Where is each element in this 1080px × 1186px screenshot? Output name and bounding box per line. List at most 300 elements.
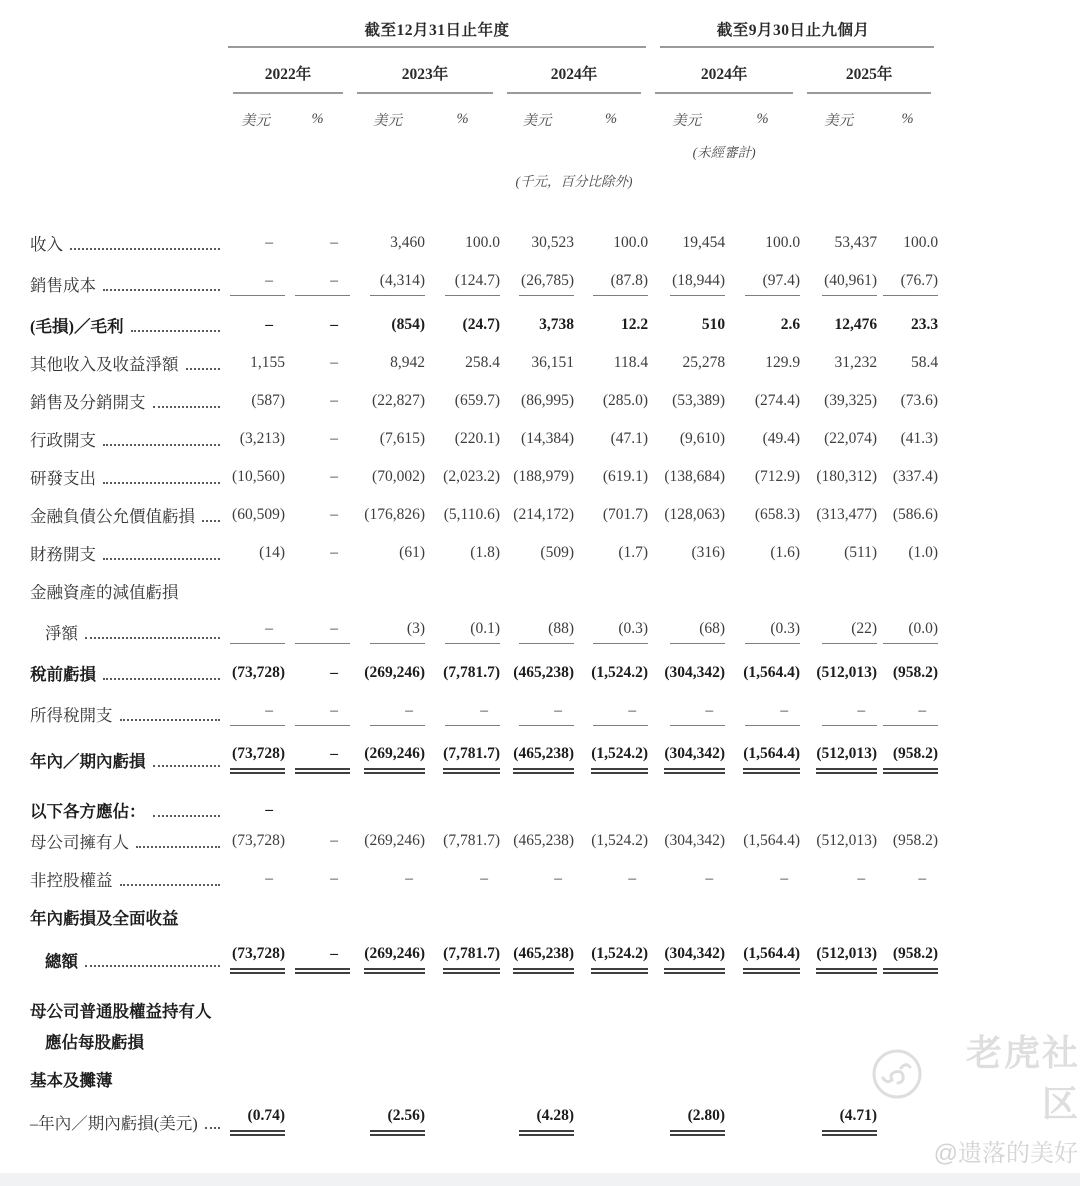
row-label: 母公司普通股權益持有人 (30, 1002, 212, 1021)
value-cell: (701.7) (602, 506, 649, 523)
value-cell (725, 898, 800, 936)
value-cell: (4,314) (350, 262, 425, 306)
value-cell: 8,942 (390, 354, 425, 371)
value-cell: (0.3) (725, 610, 800, 654)
table-row (30, 654, 938, 692)
value-cell: (659.7) (454, 392, 500, 409)
row-label: 總額 (30, 936, 226, 983)
dot-leader (153, 765, 221, 767)
value-cell: – (285, 610, 350, 654)
dot-leader (85, 965, 220, 967)
row-label: 所得稅開支 (30, 692, 226, 736)
dot-leader (70, 248, 220, 250)
value-cell: (86,995) (521, 392, 574, 409)
value-cell: (7,781.7) (443, 664, 500, 681)
value-cell (425, 783, 500, 822)
value-cell: (304,342) (648, 936, 725, 983)
value-cell (285, 898, 350, 936)
value-cell (800, 898, 877, 936)
value-cell (500, 572, 574, 610)
value-cell (725, 1022, 800, 1060)
dot-leader (103, 558, 220, 560)
value-cell: 258.4 (465, 354, 500, 371)
table-row (30, 983, 938, 1022)
value-cell: – (780, 870, 789, 887)
value-cell: (958.2) (892, 664, 939, 681)
value-cell: (60,509) (232, 506, 285, 523)
row-label: 行政開支 (30, 420, 226, 458)
value-cell: (214,172) (513, 506, 574, 523)
value-cell: 100.0 (765, 234, 801, 251)
value-cell: (712.9) (754, 468, 801, 485)
row-label: –年內／期內虧損(美元) (30, 1098, 226, 1145)
value-cell: (61) (399, 544, 425, 561)
value-cell: (1,524.2) (591, 664, 649, 681)
value-cell: – (330, 354, 338, 371)
value-cell: – (918, 870, 927, 887)
value-cell: (316) (691, 544, 726, 561)
value-cell: – (725, 692, 800, 736)
value-cell: (9,610) (679, 430, 726, 447)
value-cell (725, 1098, 800, 1145)
table-row (30, 1098, 938, 1145)
unaudited-note-row (30, 136, 938, 166)
value-cell: 510 (701, 316, 726, 333)
value-cell: (7,781.7) (425, 936, 500, 983)
value-cell: – (265, 234, 273, 251)
annual-rule (228, 46, 646, 48)
year-header-row (30, 56, 938, 90)
row-label: 淨額 (30, 610, 226, 654)
value-cell (425, 1060, 500, 1098)
value-cell: (269,246) (364, 832, 425, 849)
value-cell: (14) (259, 544, 285, 561)
value-cell: (180,312) (816, 468, 878, 485)
value-cell: – (285, 262, 350, 306)
value-cell: (465,238) (500, 736, 574, 783)
table-row (30, 898, 938, 936)
value-cell: 30,523 (531, 234, 574, 251)
value-cell: (18,944) (648, 262, 725, 306)
unaudited-note: (未經審計) (692, 145, 756, 160)
table-row (30, 860, 938, 898)
value-cell (648, 1060, 725, 1098)
value-cell: (2.80) (648, 1098, 725, 1145)
income-statement-table (30, 14, 938, 1145)
row-label: 財務開支 (30, 534, 226, 572)
dot-leader (85, 637, 220, 639)
table-row (30, 936, 938, 983)
value-cell: (188,979) (513, 468, 574, 485)
currency-header-row (30, 102, 938, 136)
value-cell: (1,564.4) (743, 832, 801, 849)
value-cell: – (877, 692, 938, 736)
pct-column-header: % (756, 110, 769, 127)
value-cell: (512,013) (816, 832, 878, 849)
value-cell: 23.3 (910, 316, 939, 333)
year-rule (807, 92, 931, 94)
dot-leader (136, 846, 220, 848)
value-cell: – (265, 316, 273, 333)
table-row (30, 224, 938, 262)
value-cell (500, 898, 574, 936)
value-cell (725, 983, 800, 1022)
value-cell (285, 1060, 350, 1098)
value-cell (425, 572, 500, 610)
value-cell: – (285, 736, 350, 783)
value-cell: – (226, 610, 285, 654)
value-cell (350, 783, 425, 822)
value-cell: 1,155 (250, 354, 285, 371)
value-cell: (22,074) (824, 430, 878, 447)
value-cell: (2,023.2) (443, 468, 500, 485)
value-cell: (511) (844, 544, 878, 561)
value-cell: (73.6) (900, 392, 939, 409)
value-cell: (304,342) (648, 736, 725, 783)
value-cell: (68) (648, 610, 725, 654)
value-cell: (220.1) (454, 430, 500, 447)
value-cell (350, 983, 425, 1022)
row-label: 銷售及分銷開支 (30, 382, 226, 420)
table-row (30, 572, 938, 610)
value-cell: (53,389) (672, 392, 726, 409)
value-cell: – (350, 692, 425, 736)
row-label: 非控股權益 (30, 860, 226, 898)
value-cell: – (330, 234, 338, 251)
value-cell: 3,738 (539, 316, 574, 333)
value-cell (574, 1098, 648, 1145)
value-cell: 2.6 (780, 316, 801, 333)
row-label: 收入 (30, 224, 226, 262)
value-cell: (22) (800, 610, 877, 654)
value-cell: – (857, 870, 866, 887)
table-row (30, 496, 938, 534)
value-cell (574, 983, 648, 1022)
table-row (30, 382, 938, 420)
units-note: (千元，百分比除外) (515, 174, 633, 189)
table-row (30, 1022, 938, 1060)
year-column-2024: 2024年 (550, 66, 598, 83)
value-cell (877, 898, 938, 936)
value-cell: (465,238) (513, 832, 574, 849)
value-cell (425, 1098, 500, 1145)
table-body (30, 224, 938, 1145)
value-cell: – (330, 870, 338, 887)
value-cell: (73,728) (226, 936, 285, 983)
year-column-2024-interim: 2024年 (700, 66, 748, 83)
table-row (30, 1060, 938, 1098)
value-cell: (0.0) (877, 610, 938, 654)
value-cell: (1,524.2) (574, 736, 648, 783)
value-cell (500, 983, 574, 1022)
value-cell (800, 983, 877, 1022)
table-row (30, 420, 938, 458)
value-cell: (14,384) (521, 430, 574, 447)
value-cell (285, 783, 350, 822)
table-row (30, 822, 938, 860)
value-cell (877, 572, 938, 610)
value-cell (500, 1022, 574, 1060)
dot-leader (120, 884, 221, 886)
table-row (30, 534, 938, 572)
value-cell (425, 983, 500, 1022)
dot-leader (103, 482, 220, 484)
value-cell: (658.3) (754, 506, 801, 523)
value-cell: 3,460 (390, 234, 425, 251)
value-cell: (619.1) (602, 468, 649, 485)
value-cell (877, 783, 938, 822)
value-cell: (304,342) (664, 664, 726, 681)
value-cell (226, 572, 285, 610)
value-cell: (512,013) (800, 936, 877, 983)
value-cell: – (405, 870, 413, 887)
value-cell (226, 1060, 285, 1098)
row-label: 以下各方應佔： (30, 783, 226, 822)
year-rule (233, 92, 343, 94)
table-row (30, 458, 938, 496)
value-cell: (2.56) (350, 1098, 425, 1145)
dot-leader (131, 330, 221, 332)
value-cell (574, 783, 648, 822)
value-cell: (70,002) (372, 468, 425, 485)
value-cell: (285.0) (602, 392, 649, 409)
value-cell: (1,564.4) (725, 736, 800, 783)
value-cell (877, 1022, 938, 1060)
table-row (30, 736, 938, 783)
value-cell (725, 1060, 800, 1098)
value-cell: (465,238) (513, 664, 574, 681)
page-bottom-strip (0, 1173, 1080, 1186)
dot-leader (153, 406, 221, 408)
value-cell (350, 1060, 425, 1098)
value-cell: (313,477) (816, 506, 878, 523)
row-label: 其他收入及收益淨額 (30, 344, 226, 382)
value-cell: – (330, 664, 338, 681)
value-cell: – (226, 692, 285, 736)
value-cell: – (330, 316, 338, 333)
value-cell: – (554, 870, 562, 887)
value-cell: 25,278 (682, 354, 726, 371)
value-cell: (22,827) (372, 392, 425, 409)
value-cell: – (480, 870, 488, 887)
value-cell (800, 572, 877, 610)
value-cell (800, 783, 877, 822)
value-cell: – (330, 392, 338, 409)
value-cell: – (705, 870, 714, 887)
value-cell: (73,728) (232, 664, 285, 681)
value-cell (648, 572, 725, 610)
value-cell: – (285, 936, 350, 983)
value-cell: (138,684) (664, 468, 726, 485)
value-cell (285, 1098, 350, 1145)
value-cell: (1,524.2) (591, 832, 649, 849)
value-cell (350, 898, 425, 936)
value-cell: (88) (500, 610, 574, 654)
value-cell (648, 983, 725, 1022)
value-cell: – (226, 262, 285, 306)
value-cell: (586.6) (892, 506, 939, 523)
value-cell: (7,781.7) (425, 736, 500, 783)
value-cell: – (330, 544, 338, 561)
value-cell: (10,560) (232, 468, 285, 485)
value-cell: (0.1) (425, 610, 500, 654)
value-cell: – (265, 870, 273, 887)
value-cell: (40,961) (800, 262, 877, 306)
value-cell (877, 1060, 938, 1098)
usd-column-header: 美元 (241, 112, 270, 129)
value-cell: (958.2) (892, 832, 939, 849)
value-cell: (128,063) (664, 506, 726, 523)
table-row (30, 306, 938, 344)
pct-column-header: % (311, 110, 324, 127)
usd-column-header: 美元 (824, 112, 854, 129)
value-cell (648, 898, 725, 936)
table-row (30, 262, 938, 306)
year-rule (655, 92, 793, 94)
value-cell: – (800, 692, 877, 736)
value-cell: 100.0 (903, 234, 939, 251)
year-rule (507, 92, 641, 94)
value-cell: (269,246) (350, 936, 425, 983)
value-cell: 12.2 (620, 316, 649, 333)
value-cell: (1.0) (908, 544, 939, 561)
value-cell (800, 1060, 877, 1098)
year-column-2023: 2023年 (401, 66, 449, 83)
pct-column-header: % (901, 110, 914, 127)
dot-leader (153, 815, 221, 817)
row-label: 年內虧損及全面收益 (30, 909, 179, 928)
row-label: 金融資產的減值虧損 (30, 583, 179, 602)
pct-column-header: % (456, 110, 469, 127)
value-cell: (465,238) (500, 936, 574, 983)
value-cell: (1,564.4) (743, 664, 801, 681)
value-cell: (5,110.6) (443, 506, 500, 523)
period-rule-row (30, 44, 938, 56)
value-cell: 36,151 (531, 354, 574, 371)
dot-leader (103, 678, 220, 680)
value-cell: (41.3) (900, 430, 939, 447)
value-cell (500, 1060, 574, 1098)
value-cell (226, 898, 285, 936)
value-cell: 53,437 (834, 234, 878, 251)
value-cell (285, 983, 350, 1022)
row-label: (毛損)／毛利 (30, 306, 226, 344)
value-cell: (512,013) (816, 664, 878, 681)
value-cell: (854) (391, 316, 425, 333)
value-cell (226, 983, 285, 1022)
usd-column-header: 美元 (672, 112, 702, 129)
table-row (30, 692, 938, 736)
watermark-handle: @遗落的美好 (933, 1140, 1078, 1167)
row-label: 母公司擁有人 (30, 822, 226, 860)
value-cell: (1.8) (470, 544, 500, 561)
value-cell: (1,524.2) (574, 936, 648, 983)
value-cell: (73,728) (226, 736, 285, 783)
value-cell: (26,785) (500, 262, 574, 306)
interim-period-header: 截至9月30日止九個月 (716, 22, 870, 39)
value-cell: – (330, 430, 338, 447)
period-header-row (30, 14, 938, 44)
value-cell: 129.9 (765, 354, 801, 371)
value-cell: (958.2) (877, 936, 938, 983)
table-row (30, 610, 938, 654)
value-cell: (304,342) (664, 832, 726, 849)
value-cell: – (330, 506, 338, 523)
watermark-brand: 老虎社区 (965, 1032, 1080, 1124)
value-cell: (1.6) (770, 544, 801, 561)
value-cell: (0.74) (226, 1098, 285, 1145)
value-cell: (269,246) (364, 664, 425, 681)
value-cell (877, 983, 938, 1022)
value-cell (226, 1022, 285, 1060)
value-cell: 118.4 (613, 354, 649, 371)
value-cell: (124.7) (425, 262, 500, 306)
dot-leader (205, 1127, 220, 1129)
dot-leader (103, 444, 220, 446)
row-label: 年內／期內虧損 (30, 736, 226, 783)
value-cell: – (425, 692, 500, 736)
value-cell: (274.4) (754, 392, 801, 409)
value-cell: (587) (251, 392, 285, 409)
value-cell: – (330, 832, 338, 849)
value-cell: (269,246) (350, 736, 425, 783)
value-cell: – (574, 692, 648, 736)
value-cell (648, 1022, 725, 1060)
value-cell: (4.71) (800, 1098, 877, 1145)
value-cell: 19,454 (682, 234, 726, 251)
value-cell: (7,615) (379, 430, 425, 447)
year-column-2025: 2025年 (845, 66, 893, 83)
value-cell: – (285, 692, 350, 736)
value-cell: (39,325) (824, 392, 878, 409)
value-cell (350, 572, 425, 610)
value-cell (285, 1022, 350, 1060)
value-cell: (47.1) (610, 430, 649, 447)
value-cell (877, 1098, 938, 1145)
value-cell (500, 783, 574, 822)
dot-leader (103, 289, 220, 291)
value-cell: (4.28) (500, 1098, 574, 1145)
value-cell: – (265, 801, 273, 818)
units-note-row (30, 166, 938, 198)
value-cell: – (330, 468, 338, 485)
interim-rule (660, 46, 934, 48)
value-cell (648, 783, 725, 822)
value-cell (800, 1022, 877, 1060)
value-cell: – (628, 870, 637, 887)
value-cell: (24.7) (462, 316, 500, 333)
value-cell: (3,213) (239, 430, 285, 447)
value-cell: (958.2) (877, 736, 938, 783)
value-cell: 100.0 (613, 234, 649, 251)
row-label: 銷售成本 (30, 262, 226, 306)
year-rule (357, 92, 493, 94)
year-rule-row (30, 90, 938, 102)
pct-column-header: % (604, 110, 618, 127)
value-cell: (1,564.4) (725, 936, 800, 983)
table-row (30, 783, 938, 822)
value-cell (574, 898, 648, 936)
value-cell (574, 572, 648, 610)
row-label: 研發支出 (30, 458, 226, 496)
value-cell (350, 1022, 425, 1060)
value-cell: 31,232 (834, 354, 878, 371)
dot-leader (202, 520, 220, 522)
value-cell (725, 783, 800, 822)
dot-leader (186, 368, 221, 370)
value-cell: (337.4) (892, 468, 939, 485)
value-cell: (0.3) (574, 610, 648, 654)
